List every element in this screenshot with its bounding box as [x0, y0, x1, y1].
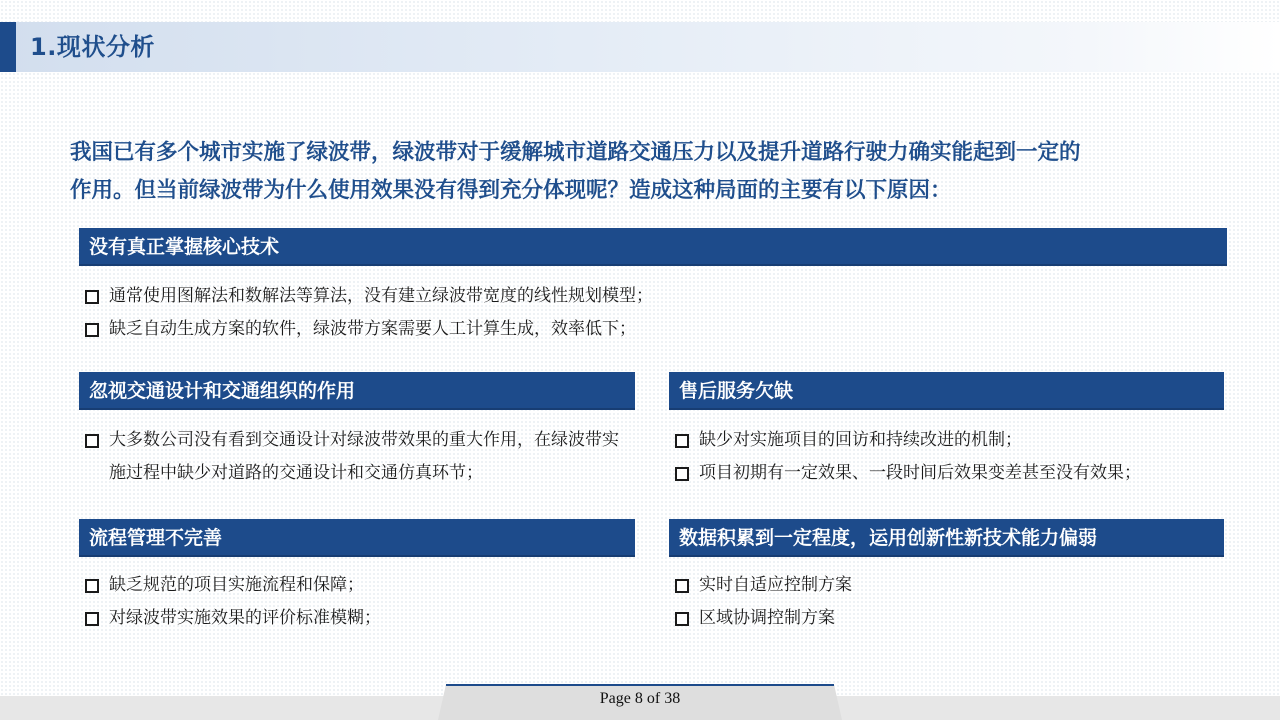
list-item [79, 602, 635, 635]
square-bullet-icon [85, 579, 99, 593]
list-item [79, 569, 635, 602]
list-item-text: 缺乏自动生成方案的软件，绿波带方案需要人工计算生成，效率低下； [109, 319, 636, 339]
list-item [669, 424, 1224, 457]
list-item-text: 缺乏规范的项目实施流程和保障； [109, 575, 364, 595]
core-tech-list [79, 280, 1227, 346]
square-bullet-icon [85, 323, 99, 337]
intro-paragraph [70, 134, 1220, 210]
square-bullet-icon [675, 612, 689, 626]
list-item [669, 569, 1224, 602]
list-item-text: 缺少对实施项目的回访和持续改进的机制； [699, 430, 1022, 450]
square-bullet-icon [85, 290, 99, 304]
data-innovation-list [669, 569, 1224, 635]
square-bullet-icon [85, 612, 99, 626]
list-item-text: 通常使用图解法和数解法等算法，没有建立绿波带宽度的线性规划模型； [109, 286, 653, 306]
section-heading-after-sales: 售后服务欠缺 [669, 372, 1224, 410]
list-item [79, 280, 1227, 313]
page-title: 1.现状分析 [30, 33, 155, 61]
list-item-text: 区域协调控制方案 [699, 608, 835, 628]
list-item-text: 实时自适应控制方案 [699, 575, 852, 595]
after-sales-list [669, 424, 1224, 490]
intro-line-2: 作用。但当前绿波带为什么使用效果没有得到充分体现呢？造成这种局面的主要有以下原因： [70, 178, 952, 203]
list-item [669, 602, 1224, 635]
square-bullet-icon [675, 579, 689, 593]
list-item-text: 项目初期有一定效果、一段时间后效果变差甚至没有效果； [699, 463, 1141, 483]
list-item [669, 457, 1224, 490]
square-bullet-icon [675, 434, 689, 448]
square-bullet-icon [675, 467, 689, 481]
section-heading-traffic-design: 忽视交通设计和交通组织的作用 [79, 372, 635, 410]
section-heading-process-management: 流程管理不完善 [79, 519, 635, 557]
list-item [79, 313, 1227, 346]
page-number: Page 8 of 38 [599, 690, 681, 707]
square-bullet-icon [85, 434, 99, 448]
title-band [0, 22, 1280, 72]
title-accent-bar [0, 22, 16, 72]
list-item-text: 大多数公司没有看到交通设计对绿波带效果的重大作用，在绿波带实施过程中缺少对道路的交通设计和交通仿真环节； [109, 430, 619, 483]
section-heading-data-innovation: 数据积累到一定程度，运用创新性新技术能力偏弱 [669, 519, 1224, 557]
intro-line-1: 我国已有多个城市实施了绿波带，绿波带对于缓解城市道路交通压力以及提升道路行驶力确实能起到一定的 [70, 140, 1081, 165]
traffic-design-list [79, 424, 635, 490]
process-management-list [79, 569, 635, 635]
footer-accent-line [446, 684, 834, 686]
list-item [79, 424, 635, 490]
list-item-text: 对绿波带实施效果的评价标准模糊； [109, 608, 381, 628]
section-heading-core-tech: 没有真正掌握核心技术 [79, 228, 1227, 266]
